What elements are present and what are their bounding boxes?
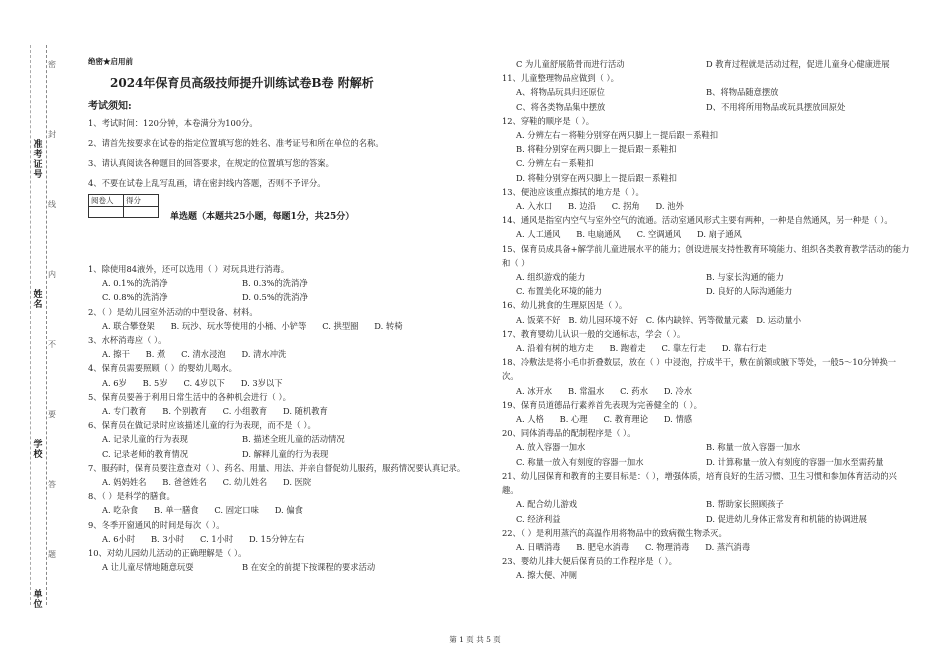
answer-options[interactable]: A. 专门教育 B. 个别教育 C. 小组教育 D. 随机教育 xyxy=(102,406,328,417)
option-row xyxy=(502,455,912,469)
answer-option[interactable]: B 在安全的前提下按课程的要求活动 xyxy=(242,562,376,573)
side-mark: 内 xyxy=(48,270,56,279)
reviewer-cell: 阅卷人 xyxy=(89,195,124,207)
answer-options[interactable]: A. 日晒消毒 B. 肥皂水消毒 C. 物理消毒 D. 蒸汽消毒 xyxy=(516,541,751,552)
score-blank[interactable] xyxy=(124,207,159,218)
question-stem: 1、除使用84液外，还可以选用（ ）对玩具进行消毒。 xyxy=(88,264,290,274)
side-mark: 答 xyxy=(48,480,56,489)
question-stem: 2、（ ）是幼儿园室外活动的中型设备、材料。 xyxy=(88,306,258,317)
answer-option[interactable]: A. 分辨左右－将鞋分别穿在两只脚上－提后跟－系鞋扣 xyxy=(516,130,719,141)
answer-option[interactable]: A 让儿童尽情地随意玩耍 xyxy=(102,562,194,573)
question-stem: 23、婴幼儿排大便后保育员的工作程序是（ ）。 xyxy=(502,556,677,567)
answer-option[interactable]: C、将各类物品集中摆放 xyxy=(516,101,606,112)
question-stem: 14、通风是指室内空气与室外空气的流通。活动室通风形式主要有两种，一种是自然通风，另一种是（ ）。 xyxy=(502,215,893,226)
option-row xyxy=(502,440,912,454)
question-stem: 6、保育员在做记录时应该描述儿童的行为表现，而不是（ ）。 xyxy=(88,420,316,431)
answer-option[interactable]: A. 配合幼儿游戏 xyxy=(516,499,578,510)
option-row xyxy=(502,497,912,511)
question-stem: 18、冷敷法是将小毛巾折叠数层，放在（ ）中浸泡，拧成半干，敷在前额或腋下等处，一般5～10分钟换一次。 xyxy=(502,357,897,382)
side-mark: 题 xyxy=(48,550,56,559)
answer-options[interactable]: A. 入水口 B. 边沿 C. 拐角 D. 池外 xyxy=(516,201,684,212)
answer-option[interactable]: A、将物品玩具归还原位 xyxy=(516,87,605,98)
answer-option[interactable]: B、将物品随意摆放 xyxy=(706,87,779,98)
side-label-name: 姓名 xyxy=(33,290,43,310)
answer-options[interactable]: A. 冰开水 B. 常温水 C. 药水 D. 冷水 xyxy=(516,385,693,396)
answer-option[interactable]: B. 称量一放入容器一加水 xyxy=(706,442,801,453)
question-stem: 3、水杯消毒应（ ）。 xyxy=(88,335,167,346)
option-row xyxy=(88,560,488,574)
side-label-exam-id: 准考证号 xyxy=(33,140,43,180)
answer-option[interactable]: C. 记录老师的教育情况 xyxy=(102,448,188,459)
side-mark: 要 xyxy=(48,410,56,419)
question-stem: 4、保育员需要照顾（ ）的婴幼儿喝水。 xyxy=(88,363,237,374)
answer-options[interactable]: A. 联合攀登架 B. 玩沙、玩水等使用的小桶、小铲等 C. 拱型圈 D. 转椅 xyxy=(102,320,403,331)
question-stem: 17、教育婴幼儿认识一般的交通标志，学会（ ）。 xyxy=(502,328,686,339)
answer-option[interactable]: D. 将鞋分别穿在两只脚上－提后跟－系鞋扣 xyxy=(516,172,677,183)
question-stem: 12、穿鞋的顺序是（ ）。 xyxy=(502,115,595,126)
answer-option[interactable]: A. 0.1%的洗消净 xyxy=(102,278,168,289)
answer-option[interactable]: A. 放入容器一加水 xyxy=(516,442,586,453)
binding-line-inner xyxy=(46,45,47,605)
question-stem: 9、冬季开窗通风的时间是每次（ ）。 xyxy=(88,519,225,530)
answer-option[interactable]: B. 帮助家长照顾孩子 xyxy=(706,499,784,510)
answer-option[interactable]: C. 布置美化环境的能力 xyxy=(516,286,602,297)
answer-option[interactable]: A. 组织游戏的能力 xyxy=(516,272,586,283)
question-stem: 20、同体消毒品的配制程序是（ ）。 xyxy=(502,428,636,439)
answer-options[interactable]: A. 擦干 B. 煮 C. 清水浸泡 D. 清水冲洗 xyxy=(102,349,287,360)
answer-options[interactable]: A. 人格 B. 心理 C. 教育理论 D. 情感 xyxy=(516,414,693,425)
answer-option[interactable]: D. 解释儿童的行为表现 xyxy=(242,448,329,459)
answer-options[interactable]: A. 6小时 B. 3小时 C. 1小时 D. 15分钟左右 xyxy=(102,533,305,544)
question-stem: 15、保育员成具备+解学前儿童进展水平的能力；创设进展支持性教育环境能力、组织各类教育教学活动的能力和（ ） xyxy=(502,243,910,268)
side-mark: 不 xyxy=(48,340,56,349)
binding-line-outer xyxy=(30,45,31,605)
question-stem: 7、服药时，保育员要注意查对（ ）、药名、用量、用法、并亲自督促幼儿服药，服药情况要认真记录。 xyxy=(88,462,466,473)
answer-option[interactable]: D. 良好的人际沟通能力 xyxy=(706,286,793,297)
answer-option[interactable]: D. 计算称量一放入有刻度的容器一加水至需药量 xyxy=(706,456,884,467)
question-stem: 16、幼儿挑食的生理原因是（ ）。 xyxy=(502,300,628,311)
question-stem: 13、便池应该重点擦拭的地方是（ ）。 xyxy=(502,186,644,197)
answer-options[interactable]: A. 人工通风 B. 电扇通风 C. 空调通风 D. 扇子通风 xyxy=(516,229,742,240)
answer-option[interactable]: D. 0.5%的洗消净 xyxy=(242,292,308,303)
option-row xyxy=(88,447,488,461)
answer-option[interactable]: C. 经济利益 xyxy=(516,513,561,524)
option-row xyxy=(88,276,488,290)
option-row xyxy=(502,512,912,526)
answer-options[interactable]: A. 6岁 B. 5岁 C. 4岁以下 D. 3岁以下 xyxy=(102,377,283,388)
question-stem: 19、保育员道德品行素养首先表现为完善健全的（ ）。 xyxy=(502,399,702,410)
answer-option[interactable]: D、不用将所用物品或玩具摆放回原处 xyxy=(706,101,846,112)
answer-option[interactable]: B. 描述全班儿童的活动情况 xyxy=(242,434,345,445)
notice-item: 3、请认真阅读各种题目的回答要求，在规定的位置填写您的答案。 xyxy=(88,158,334,168)
side-mark: 线 xyxy=(48,200,56,209)
answer-option[interactable]: A. 记录儿童的行为表现 xyxy=(102,434,188,445)
right-question-column xyxy=(502,57,912,583)
question-stem: 5、保育员要善于利用日常生活中的各种机会进行（ ）。 xyxy=(88,391,291,402)
notice-title: 考试须知: xyxy=(88,101,132,112)
side-mark: 密 xyxy=(48,60,56,69)
answer-option[interactable]: C. 分辨左右－系鞋扣 xyxy=(516,158,594,169)
question-stem: 8、（ ）是科学的膳食。 xyxy=(88,491,175,502)
answer-options[interactable]: A. 妈妈姓名 B. 爸爸姓名 C. 幼儿姓名 D. 医院 xyxy=(102,477,312,488)
page-footer: 第 1 页 共 5 页 xyxy=(449,635,501,644)
answer-option[interactable]: D. 促进幼儿身体正常发育和机能的协调进展 xyxy=(706,513,867,524)
answer-option[interactable]: B. 0.3%的洗消净 xyxy=(242,278,308,289)
notice-list xyxy=(88,113,488,193)
question-stem: 21、幼儿园保育和教育的主要目标是：（ ），增强体质，培育良好的生活习惯、卫生习惯和参加体育活动的兴趣。 xyxy=(502,470,897,496)
option-row xyxy=(502,85,912,99)
score-table xyxy=(88,194,159,218)
answer-option[interactable]: D 教育过程就是活动过程，促进儿童身心健康进展 xyxy=(706,59,890,69)
question-stem: 22、（ ）是利用蒸汽的高温作用将物品中的致病微生物杀灭。 xyxy=(502,527,727,538)
option-row xyxy=(502,57,912,71)
notice-item: 1、考试时间：120分钟，本卷满分为100分。 xyxy=(88,118,258,128)
option-row xyxy=(502,270,912,284)
side-label-school: 学校 xyxy=(33,440,43,460)
left-question-column xyxy=(88,262,488,574)
page-title: 2024年保育员高级技师提升训练试卷B卷 附解析 xyxy=(110,76,374,90)
answer-options[interactable]: A. 沿着有树的地方走 B. 跑着走 C. 靠左行走 D. 靠右行走 xyxy=(516,343,767,354)
answer-option[interactable]: B. 与家长沟通的能力 xyxy=(706,272,784,283)
option-row xyxy=(502,284,912,298)
answer-option[interactable]: B. 将鞋分别穿在两只脚上－提后跟－系鞋扣 xyxy=(516,144,677,155)
answer-option[interactable]: C 为儿童舒展筋骨而进行活动 xyxy=(516,59,625,69)
score-cell: 得分 xyxy=(124,195,159,207)
option-row xyxy=(502,100,912,114)
notice-item: 4、不要在试卷上乱写乱画，请在密封线内答题，否则不予评分。 xyxy=(88,178,326,188)
answer-options[interactable]: A. 吃杂食 B. 单一膳食 C. 固定口味 D. 偏食 xyxy=(102,505,303,516)
secret-label: 绝密★启用前 xyxy=(88,57,133,66)
question-stem: 10、对幼儿园幼儿活动的正确理解是（ ）。 xyxy=(88,548,247,559)
reviewer-blank[interactable] xyxy=(89,207,124,218)
notice-item: 2、请首先按要求在试卷的指定位置填写您的姓名、准考证号和所在单位的名称。 xyxy=(88,138,384,148)
question-stem: 11、儿童整理物品应做到（ ）。 xyxy=(502,73,619,84)
side-mark: 封 xyxy=(48,130,56,139)
answer-option[interactable]: C. 0.8%的洗消净 xyxy=(102,292,168,303)
option-row xyxy=(88,290,488,304)
answer-options[interactable]: A. 饭菜不好 B. 幼儿园环境不好 C. 体内缺锌、钙等微量元素 D. 运动量小 xyxy=(516,314,802,325)
answer-option[interactable]: A. 擦大便、冲厕 xyxy=(516,570,578,581)
option-row xyxy=(88,432,488,446)
section-title: 单选题（本题共25小题，每题1分，共25分） xyxy=(170,212,355,222)
answer-option[interactable]: C. 称量一放入有刻度的容器一加水 xyxy=(516,456,644,467)
side-label-unit: 单位 xyxy=(33,590,43,610)
